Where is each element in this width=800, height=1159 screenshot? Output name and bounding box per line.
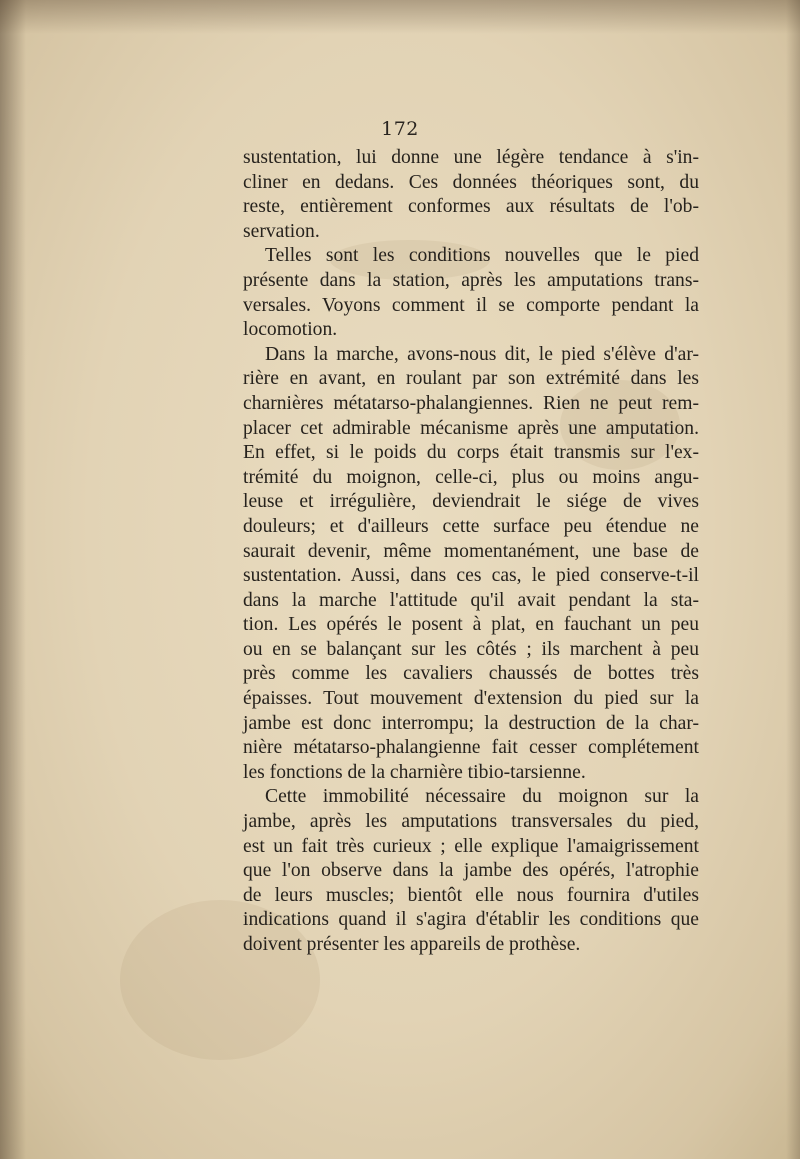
text-line: placer cet admirable mécanisme après une amputation. [243,417,699,439]
text-line: versales. Voyons comment il se comporte pendant la [243,294,699,316]
text-line: nière métatarso-phalangienne fait cesser complétement [243,737,699,759]
text-line: épaisses. Tout mouvement d'extension du pied sur la [243,688,699,710]
text-line: de leurs muscles; bientôt elle nous fournira d'utiles [243,884,699,906]
text-line: cliner en dedans. Ces données théoriques sont, du [243,171,699,193]
text-line: locomotion. [243,319,338,341]
text-line: dans la marche l'attitude qu'il avait pendant la sta- [243,589,699,611]
text-line: présente dans la station, après les amputations trans- [243,269,699,291]
text-line: saurait devenir, même momentanément, une base de [243,540,699,562]
text-line: jambe est donc interrompu; la destruction de la char- [243,712,699,734]
page-number: 172 [381,118,419,140]
text-line: leuse et irrégulière, deviendrait le siége de vives [243,491,699,513]
text-line: près comme les cavaliers chaussés de bottes très [243,663,699,685]
body-text [243,146,699,958]
page-shadow-left [0,0,26,1159]
text-line: les fonctions de la charnière tibio-tarsienne. [243,761,586,783]
text-line: sustentation. Aussi, dans ces cas, le pied conserve-t-il [243,565,699,587]
text-line: jambe, après les amputations transversales du pied, [243,811,699,833]
text-line: reste, entièrement conformes aux résultats de l'ob- [243,196,699,218]
text-line: rière en avant, en roulant par son extrémité dans les [243,368,699,390]
text-line: servation. [243,220,320,242]
page-shadow-right [786,0,800,1159]
text-line: est un fait très curieux ; elle explique l'amaigrissement [243,835,699,857]
text-line: indications quand il s'agira d'établir les conditions que [243,909,699,931]
text-line: Telles sont les conditions nouvelles que le pied [265,245,699,267]
text-line: douleurs; et d'ailleurs cette surface peu étendue ne [243,515,699,537]
text-line: tion. Les opérés le posent à plat, en fauchant un peu [243,614,699,636]
page-shadow-top [0,0,800,34]
text-line: Dans la marche, avons-nous dit, le pied s'élève d'ar- [265,343,699,365]
text-line: En effet, si le poids du corps était transmis sur l'ex- [243,442,699,464]
text-line: ou en se balançant sur les côtés ; ils marchent à peu [243,638,699,660]
text-line: doivent présenter les appareils de prothèse. [243,934,581,955]
text-line: charnières métatarso-phalangiennes. Rien ne peut rem- [243,392,699,414]
text-line: Cette immobilité nécessaire du moignon sur la [265,786,699,808]
text-line: trémité du moignon, celle-ci, plus ou moins angu- [243,466,699,488]
text-line: sustentation, lui donne une légère tendance à s'in- [243,147,699,168]
text-line: que l'on observe dans la jambe des opérés, l'atrophie [243,860,699,882]
